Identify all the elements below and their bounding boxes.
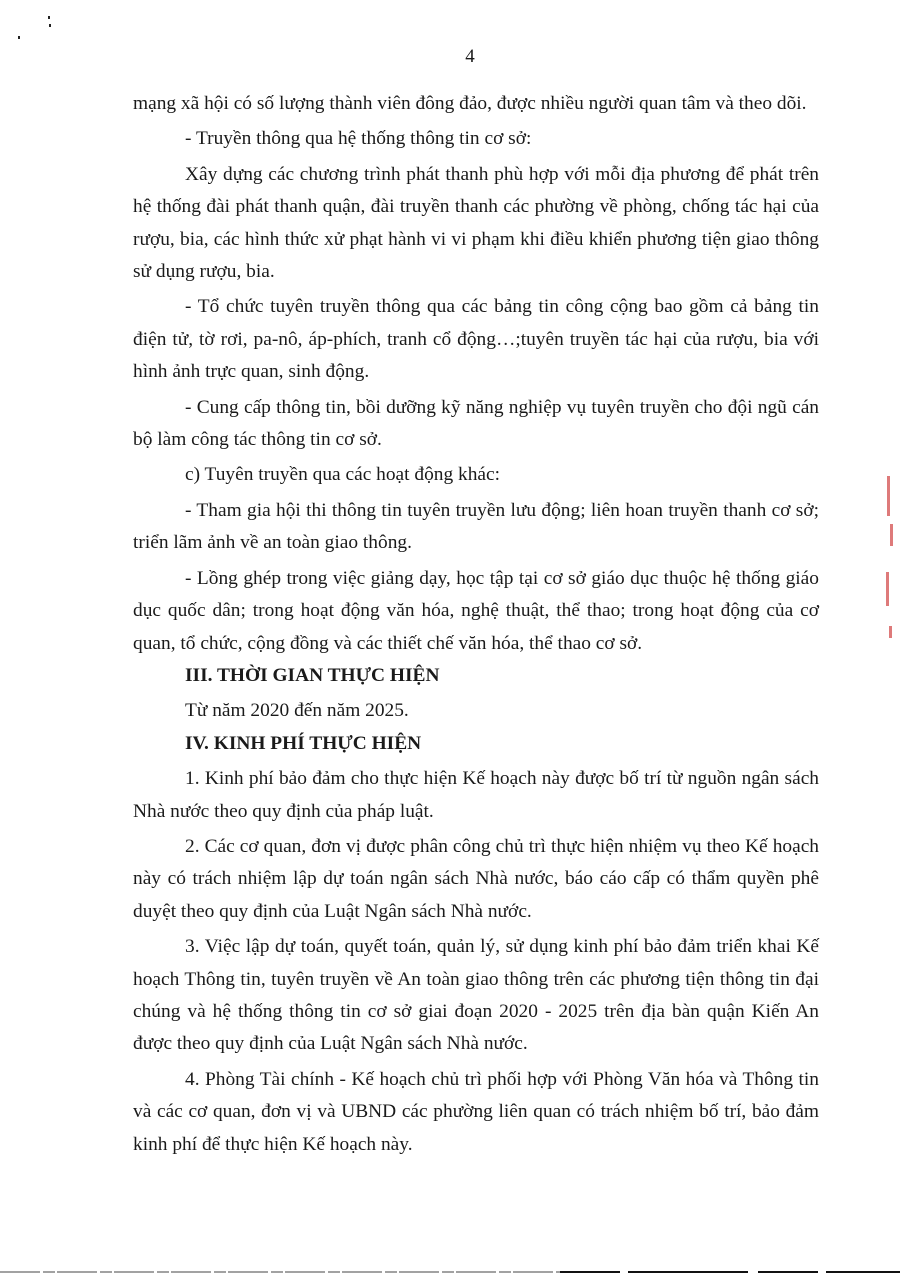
page-number: 4 bbox=[465, 46, 475, 67]
paragraph: 1. Kinh phí bảo đảm cho thực hiện Kế hoạch này được bố trí từ nguồn ngân sách Nhà nước theo quy định của pháp luật. bbox=[133, 768, 819, 822]
section-heading: III. THỜI GIAN THỰC HIỆN bbox=[185, 664, 440, 686]
scan-speck bbox=[48, 16, 50, 19]
paragraph: c) Tuyên truyền qua các hoạt động khác: bbox=[185, 464, 501, 486]
paragraph: - Tham gia hội thi thông tin tuyên truyền lưu động; liên hoan truyền thanh cơ sở; triển lãm ảnh về an toàn giao thông. bbox=[133, 499, 819, 554]
margin-stamp-bleed bbox=[884, 476, 898, 646]
paragraph: - Truyền thông qua hệ thống thông tin cơ sở: bbox=[185, 128, 532, 150]
paragraph: Từ năm 2020 đến năm 2025. bbox=[185, 700, 409, 722]
paragraph: 3. Việc lập dự toán, quyết toán, quản lý, sử dụng kinh phí bảo đảm triển khai Kế hoạch Thông tin, tuyên truyền về An toàn giao thông trên các phương tiện thông tin đại chúng và hệ thống thông tin cơ sở giai đoạn 2020 - 2025 trên địa bàn quận Kiến An được theo quy định của Luật Ngân sách Nhà nước. bbox=[133, 936, 819, 1055]
scan-speck bbox=[49, 24, 51, 27]
paragraph: 4. Phòng Tài chính - Kế hoạch chủ trì phối hợp với Phòng Văn hóa và Thông tin và các cơ quan, đơn vị và UBND các phường liên quan có trách nhiệm bố trí, bảo đảm kinh phí để thực hiện Kế hoạch này. bbox=[133, 1068, 819, 1155]
document-body bbox=[133, 88, 819, 1161]
paragraph: - Tổ chức tuyên truyền thông qua các bảng tin công cộng bao gồm cả bảng tin điện tử, tờ rơi, pa-nô, áp-phích, tranh cổ động…;tuyên truyền tác hại của rượu, bia với hình ảnh trực quan, sinh động. bbox=[133, 296, 819, 383]
paragraph: - Lồng ghép trong việc giảng dạy, học tập tại cơ sở giáo dục thuộc hệ thống giáo dục quốc dân; trong hoạt động văn hóa, nghệ thuật, thể thao; trong hoạt động của cơ quan, tổ chức, cộng đồng và các thiết chế văn hóa, thể thao cơ sở. bbox=[133, 567, 819, 654]
scan-bottom-edge bbox=[0, 1266, 900, 1277]
scan-speck bbox=[18, 36, 20, 39]
paragraph: 2. Các cơ quan, đơn vị được phân công chủ trì thực hiện nhiệm vụ theo Kế hoạch này có trách nhiệm lập dự toán ngân sách Nhà nước, báo cáo cấp có thẩm quyền phê duyệt theo quy định của Luật Ngân sách Nhà nước. bbox=[133, 835, 819, 922]
section-heading: IV. KINH PHÍ THỰC HIỆN bbox=[185, 732, 422, 754]
paragraph: - Cung cấp thông tin, bồi dưỡng kỹ năng nghiệp vụ tuyên truyền cho đội ngũ cán bộ làm công tác thông tin cơ sở. bbox=[133, 396, 819, 451]
paragraph: mạng xã hội có số lượng thành viên đông đảo, được nhiều người quan tâm và theo dõi. bbox=[133, 93, 807, 114]
paragraph: Xây dựng các chương trình phát thanh phù hợp với mỗi địa phương để phát trên hệ thống đài phát thanh quận, đài truyền thanh các phường về phòng, chống tác hại của rượu, bia, các hình thức xử phạt hành vi vi phạm khi điều khiển phương tiện giao thông sử dụng rượu, bia. bbox=[133, 163, 819, 283]
